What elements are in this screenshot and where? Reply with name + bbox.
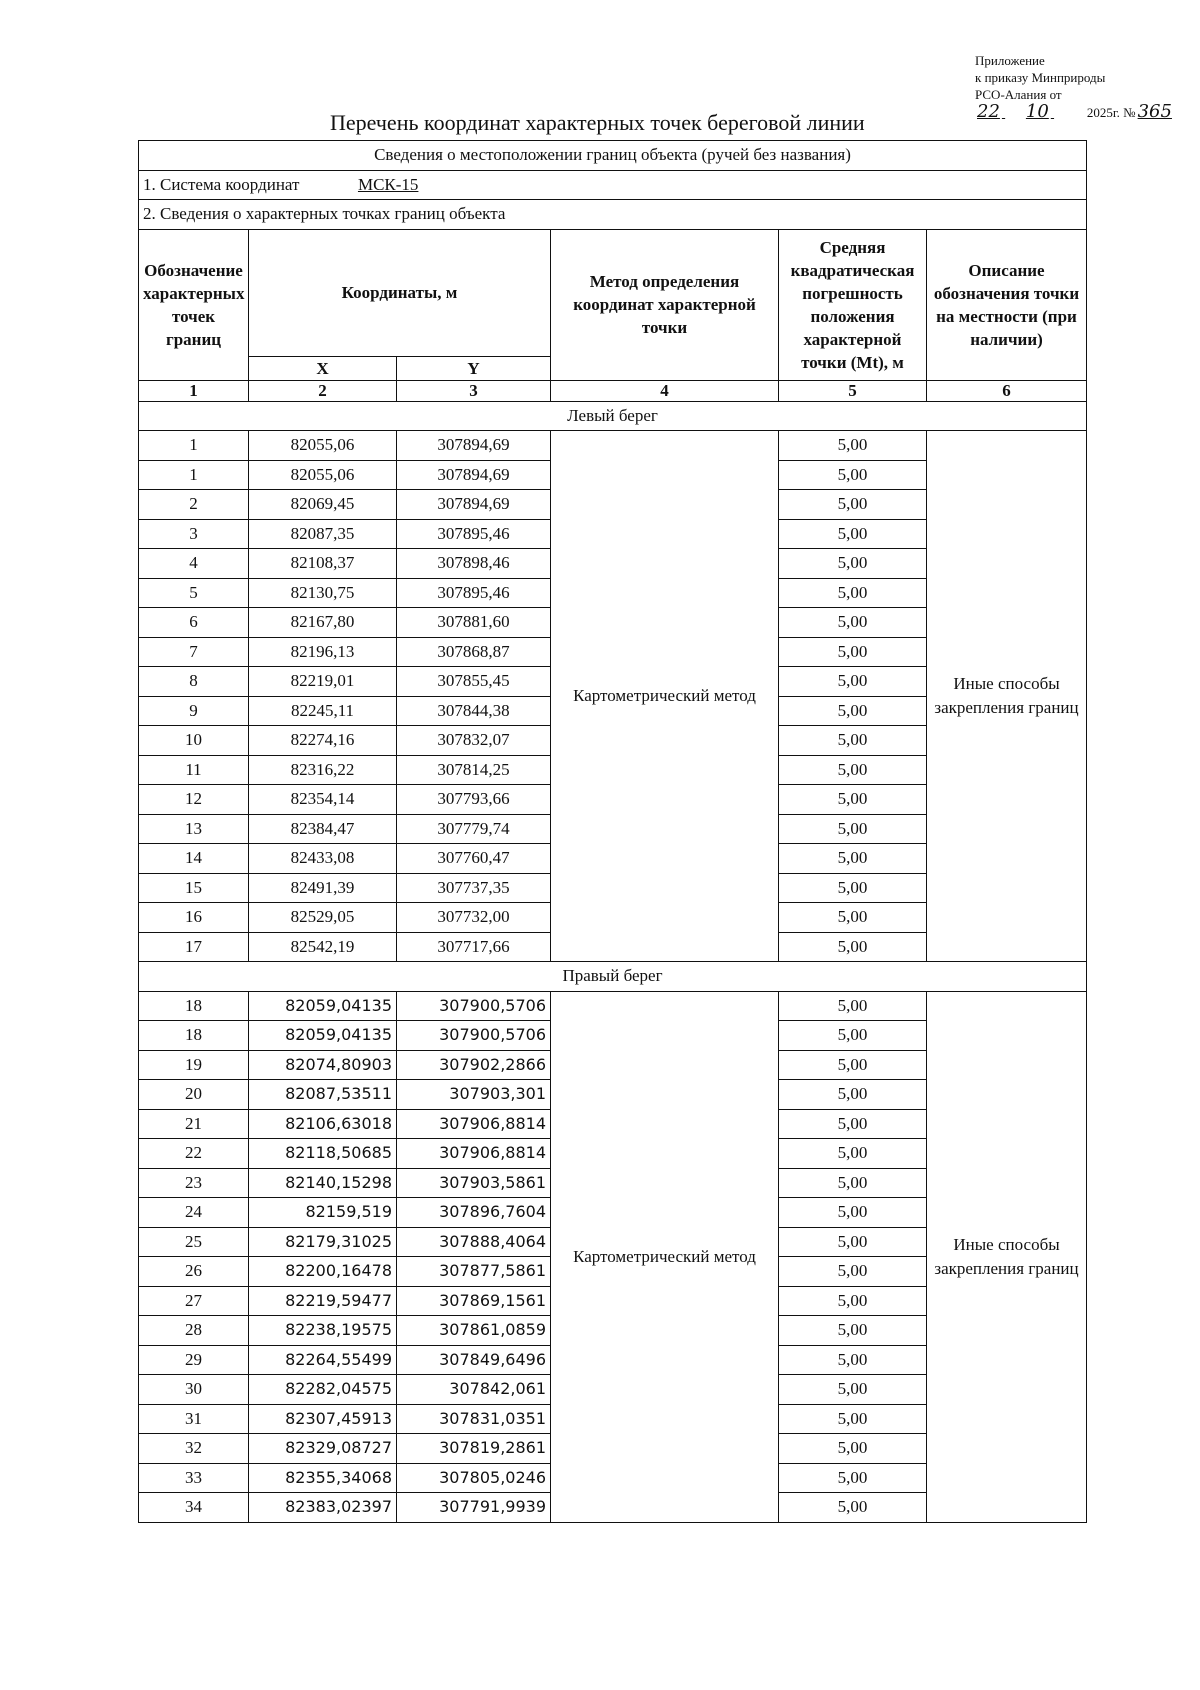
coord-y: 307895,46 xyxy=(397,578,551,608)
right-bank-title: Правый берег xyxy=(139,962,1087,992)
coord-x: 82167,80 xyxy=(249,608,397,638)
coord-y: 307814,25 xyxy=(397,755,551,785)
appendix-line-3: РСО-Алания от xyxy=(975,87,1062,102)
table-row xyxy=(139,991,1087,1021)
col-number-1: 1 xyxy=(139,380,249,401)
point-number: 19 xyxy=(139,1050,249,1080)
coord-y: 307906,8814 xyxy=(397,1109,551,1139)
col-number-6: 6 xyxy=(927,380,1087,401)
coord-y: 307832,07 xyxy=(397,726,551,756)
error-value: 5,00 xyxy=(779,932,927,962)
error-value: 5,00 xyxy=(779,549,927,579)
coord-system-value: МСК-15 xyxy=(357,174,419,194)
point-number: 7 xyxy=(139,637,249,667)
appendix-date-line xyxy=(975,103,1185,121)
error-value: 5,00 xyxy=(779,844,927,874)
coord-y: 307819,2861 xyxy=(397,1434,551,1464)
point-number: 33 xyxy=(139,1463,249,1493)
coord-x: 82354,14 xyxy=(249,785,397,815)
header-method: Метод определения координат характерной точки xyxy=(551,229,779,380)
error-value: 5,00 xyxy=(779,1257,927,1287)
coord-y: 307717,66 xyxy=(397,932,551,962)
coord-x: 82106,63018 xyxy=(249,1109,397,1139)
error-value: 5,00 xyxy=(779,726,927,756)
coordinates-table xyxy=(138,140,1087,1523)
coord-y: 307791,9939 xyxy=(397,1493,551,1523)
coord-y: 307855,45 xyxy=(397,667,551,697)
document-title: Перечень координат характерных точек береговой линии xyxy=(330,110,865,135)
point-number: 1 xyxy=(139,460,249,490)
point-number: 18 xyxy=(139,991,249,1021)
error-value: 5,00 xyxy=(779,608,927,638)
coord-x: 82074,80903 xyxy=(249,1050,397,1080)
coord-x: 82055,06 xyxy=(249,460,397,490)
point-number: 24 xyxy=(139,1198,249,1228)
coord-system-row xyxy=(139,170,1087,200)
coord-y: 307903,5861 xyxy=(397,1168,551,1198)
coord-y: 307869,1561 xyxy=(397,1286,551,1316)
coord-x: 82542,19 xyxy=(249,932,397,962)
coord-x: 82329,08727 xyxy=(249,1434,397,1464)
point-number: 21 xyxy=(139,1109,249,1139)
error-value: 5,00 xyxy=(779,1404,927,1434)
coord-x: 82087,35 xyxy=(249,519,397,549)
coord-x: 82108,37 xyxy=(249,549,397,579)
coord-x: 82159,519 xyxy=(249,1198,397,1228)
point-number: 32 xyxy=(139,1434,249,1464)
coord-y: 307861,0859 xyxy=(397,1316,551,1346)
error-value: 5,00 xyxy=(779,873,927,903)
point-number: 1 xyxy=(139,431,249,461)
error-value: 5,00 xyxy=(779,755,927,785)
header-x: X xyxy=(249,356,397,380)
error-value: 5,00 xyxy=(779,696,927,726)
col-number-5: 5 xyxy=(779,380,927,401)
coord-y: 307898,46 xyxy=(397,549,551,579)
coord-x: 82196,13 xyxy=(249,637,397,667)
error-value: 5,00 xyxy=(779,460,927,490)
coord-y: 307877,5861 xyxy=(397,1257,551,1287)
error-value: 5,00 xyxy=(779,814,927,844)
header-point: Обозначение характерных точек границ xyxy=(139,229,249,380)
handwritten-number: 365 xyxy=(1137,101,1172,122)
object-info-row: Сведения о местоположении границ объекта (ручей без названия) xyxy=(139,141,1087,171)
point-number: 13 xyxy=(139,814,249,844)
point-number: 16 xyxy=(139,903,249,933)
error-value: 5,00 xyxy=(779,1493,927,1523)
error-value: 5,00 xyxy=(779,1227,927,1257)
error-value: 5,00 xyxy=(779,1316,927,1346)
point-number: 26 xyxy=(139,1257,249,1287)
error-value: 5,00 xyxy=(779,1080,927,1110)
error-value: 5,00 xyxy=(779,1345,927,1375)
left-bank-title: Левый берег xyxy=(139,401,1087,431)
coord-y: 307881,60 xyxy=(397,608,551,638)
coord-x: 82140,15298 xyxy=(249,1168,397,1198)
coord-y: 307900,5706 xyxy=(397,1021,551,1051)
error-value: 5,00 xyxy=(779,431,927,461)
point-number: 14 xyxy=(139,844,249,874)
coord-y: 307906,8814 xyxy=(397,1139,551,1169)
error-value: 5,00 xyxy=(779,1434,927,1464)
appendix-line-2: к приказу Минприроды xyxy=(975,70,1106,85)
method-cell: Картометрический метод xyxy=(551,431,779,962)
point-number: 5 xyxy=(139,578,249,608)
error-value: 5,00 xyxy=(779,1139,927,1169)
point-number: 17 xyxy=(139,932,249,962)
point-number: 3 xyxy=(139,519,249,549)
error-value: 5,00 xyxy=(779,991,927,1021)
coord-y: 307894,69 xyxy=(397,460,551,490)
point-number: 10 xyxy=(139,726,249,756)
error-value: 5,00 xyxy=(779,1463,927,1493)
point-number: 23 xyxy=(139,1168,249,1198)
coord-y: 307894,69 xyxy=(397,431,551,461)
error-value: 5,00 xyxy=(779,1109,927,1139)
header-coords: Координаты, м xyxy=(249,229,551,356)
coord-y: 307903,301 xyxy=(397,1080,551,1110)
coord-y: 307849,6496 xyxy=(397,1345,551,1375)
point-number: 12 xyxy=(139,785,249,815)
point-number: 27 xyxy=(139,1286,249,1316)
handwritten-month: 10 xyxy=(1025,101,1049,122)
error-value: 5,00 xyxy=(779,578,927,608)
coord-y: 307842,061 xyxy=(397,1375,551,1405)
header-error: Средняя квадратическая погрешность положения характерной точки (Mt), м xyxy=(779,229,927,380)
error-value: 5,00 xyxy=(779,637,927,667)
coord-y: 307844,38 xyxy=(397,696,551,726)
coord-y: 307888,4064 xyxy=(397,1227,551,1257)
coord-x: 82238,19575 xyxy=(249,1316,397,1346)
coord-x: 82274,16 xyxy=(249,726,397,756)
point-number: 11 xyxy=(139,755,249,785)
point-number: 15 xyxy=(139,873,249,903)
coord-y: 307793,66 xyxy=(397,785,551,815)
point-number: 9 xyxy=(139,696,249,726)
header-y: Y xyxy=(397,356,551,380)
coord-x: 82282,04575 xyxy=(249,1375,397,1405)
coord-y: 307894,69 xyxy=(397,490,551,520)
description-cell: Иные способы закрепления границ xyxy=(927,991,1087,1522)
error-value: 5,00 xyxy=(779,519,927,549)
coord-x: 82264,55499 xyxy=(249,1345,397,1375)
appendix-year-text: 2025г. № xyxy=(1086,105,1136,120)
points-info-row: 2. Сведения о характерных точках границ объекта xyxy=(139,200,1087,230)
coord-y: 307902,2866 xyxy=(397,1050,551,1080)
coord-y: 307732,00 xyxy=(397,903,551,933)
coord-x: 82059,04135 xyxy=(249,991,397,1021)
coord-x: 82355,34068 xyxy=(249,1463,397,1493)
coord-y: 307868,87 xyxy=(397,637,551,667)
point-number: 8 xyxy=(139,667,249,697)
coord-x: 82200,16478 xyxy=(249,1257,397,1287)
coord-y: 307760,47 xyxy=(397,844,551,874)
error-value: 5,00 xyxy=(779,1021,927,1051)
col-number-2: 2 xyxy=(249,380,397,401)
error-value: 5,00 xyxy=(779,903,927,933)
coord-x: 82245,11 xyxy=(249,696,397,726)
point-number: 18 xyxy=(139,1021,249,1051)
error-value: 5,00 xyxy=(779,785,927,815)
point-number: 2 xyxy=(139,490,249,520)
coord-x: 82118,50685 xyxy=(249,1139,397,1169)
appendix-line-1: Приложение xyxy=(975,53,1045,68)
point-number: 20 xyxy=(139,1080,249,1110)
point-number: 31 xyxy=(139,1404,249,1434)
point-number: 22 xyxy=(139,1139,249,1169)
description-cell: Иные способы закрепления границ xyxy=(927,431,1087,962)
table-row xyxy=(139,431,1087,461)
coord-system-label: 1. Система координат xyxy=(143,174,300,194)
coord-x: 82384,47 xyxy=(249,814,397,844)
point-number: 25 xyxy=(139,1227,249,1257)
coord-x: 82383,02397 xyxy=(249,1493,397,1523)
method-cell: Картометрический метод xyxy=(551,991,779,1522)
col-number-3: 3 xyxy=(397,380,551,401)
coord-x: 82087,53511 xyxy=(249,1080,397,1110)
error-value: 5,00 xyxy=(779,1375,927,1405)
col-number-4: 4 xyxy=(551,380,779,401)
coord-x: 82433,08 xyxy=(249,844,397,874)
coord-x: 82179,31025 xyxy=(249,1227,397,1257)
error-value: 5,00 xyxy=(779,490,927,520)
coord-x: 82316,22 xyxy=(249,755,397,785)
error-value: 5,00 xyxy=(779,1286,927,1316)
coord-x: 82130,75 xyxy=(249,578,397,608)
error-value: 5,00 xyxy=(779,1168,927,1198)
coord-x: 82069,45 xyxy=(249,490,397,520)
coord-y: 307737,35 xyxy=(397,873,551,903)
header-description: Описание обозначения точки на местности (при наличии) xyxy=(927,229,1087,380)
point-number: 28 xyxy=(139,1316,249,1346)
error-value: 5,00 xyxy=(779,1050,927,1080)
coord-x: 82529,05 xyxy=(249,903,397,933)
coord-x: 82055,06 xyxy=(249,431,397,461)
coord-x: 82059,04135 xyxy=(249,1021,397,1051)
coord-x: 82219,59477 xyxy=(249,1286,397,1316)
handwritten-day: 22 xyxy=(977,101,1000,122)
appendix-note xyxy=(975,52,1185,121)
coord-y: 307831,0351 xyxy=(397,1404,551,1434)
coord-y: 307805,0246 xyxy=(397,1463,551,1493)
coord-y: 307900,5706 xyxy=(397,991,551,1021)
coord-y: 307896,7604 xyxy=(397,1198,551,1228)
point-number: 30 xyxy=(139,1375,249,1405)
coord-x: 82307,45913 xyxy=(249,1404,397,1434)
error-value: 5,00 xyxy=(779,1198,927,1228)
point-number: 29 xyxy=(139,1345,249,1375)
point-number: 34 xyxy=(139,1493,249,1523)
coord-x: 82219,01 xyxy=(249,667,397,697)
coord-x: 82491,39 xyxy=(249,873,397,903)
point-number: 4 xyxy=(139,549,249,579)
coord-y: 307779,74 xyxy=(397,814,551,844)
error-value: 5,00 xyxy=(779,667,927,697)
coord-y: 307895,46 xyxy=(397,519,551,549)
point-number: 6 xyxy=(139,608,249,638)
